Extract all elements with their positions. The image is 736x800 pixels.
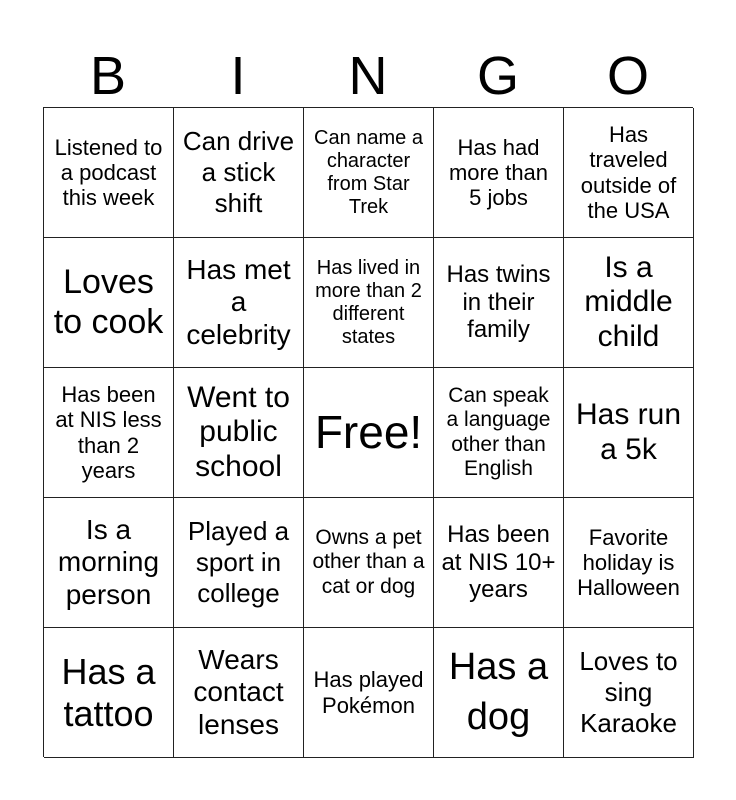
- bingo-cell[interactable]: Has traveled outside of the USA: [564, 108, 694, 238]
- header-letter-g: G: [476, 46, 519, 106]
- free-space-cell[interactable]: Free!: [304, 368, 434, 498]
- bingo-cell[interactable]: Wears contact lenses: [174, 628, 304, 758]
- bingo-cell[interactable]: Has had more than 5 jobs: [434, 108, 564, 238]
- bingo-cell[interactable]: Is a morning person: [44, 498, 174, 628]
- bingo-cell[interactable]: Loves to sing Karaoke: [564, 628, 694, 758]
- bingo-cell[interactable]: Has been at NIS less than 2 years: [44, 368, 174, 498]
- bingo-cell[interactable]: Is a middle child: [564, 238, 694, 368]
- bingo-cell[interactable]: Can drive a stick shift: [174, 108, 304, 238]
- bingo-cell[interactable]: Has lived in more than 2 different states: [304, 238, 434, 368]
- bingo-cell[interactable]: Listened to a podcast this week: [44, 108, 174, 238]
- bingo-cell[interactable]: Has run a 5k: [564, 368, 694, 498]
- bingo-cell[interactable]: Can name a character from Star Trek: [304, 108, 434, 238]
- bingo-cell[interactable]: Has played Pokémon: [304, 628, 434, 758]
- bingo-cell[interactable]: Can speak a language other than English: [434, 368, 564, 498]
- bingo-cell[interactable]: Has twins in their family: [434, 238, 564, 368]
- bingo-cell[interactable]: Played a sport in college: [174, 498, 304, 628]
- header-letter-b: B: [89, 46, 127, 106]
- bingo-cell[interactable]: Favorite holiday is Halloween: [564, 498, 694, 628]
- header-letter-i: I: [230, 46, 246, 106]
- bingo-cell[interactable]: Has a dog: [434, 628, 564, 758]
- header-letter-o: O: [606, 46, 649, 106]
- header-letter-n: N: [348, 46, 388, 106]
- bingo-cell[interactable]: Owns a pet other than a cat or dog: [304, 498, 434, 628]
- bingo-cell[interactable]: Loves to cook: [44, 238, 174, 368]
- bingo-board: [43, 107, 693, 757]
- bingo-header: [43, 44, 693, 108]
- bingo-cell[interactable]: Has a tattoo: [44, 628, 174, 758]
- bingo-cell[interactable]: Has met a celebrity: [174, 238, 304, 368]
- bingo-cell[interactable]: Has been at NIS 10+ years: [434, 498, 564, 628]
- bingo-cell[interactable]: Went to public school: [174, 368, 304, 498]
